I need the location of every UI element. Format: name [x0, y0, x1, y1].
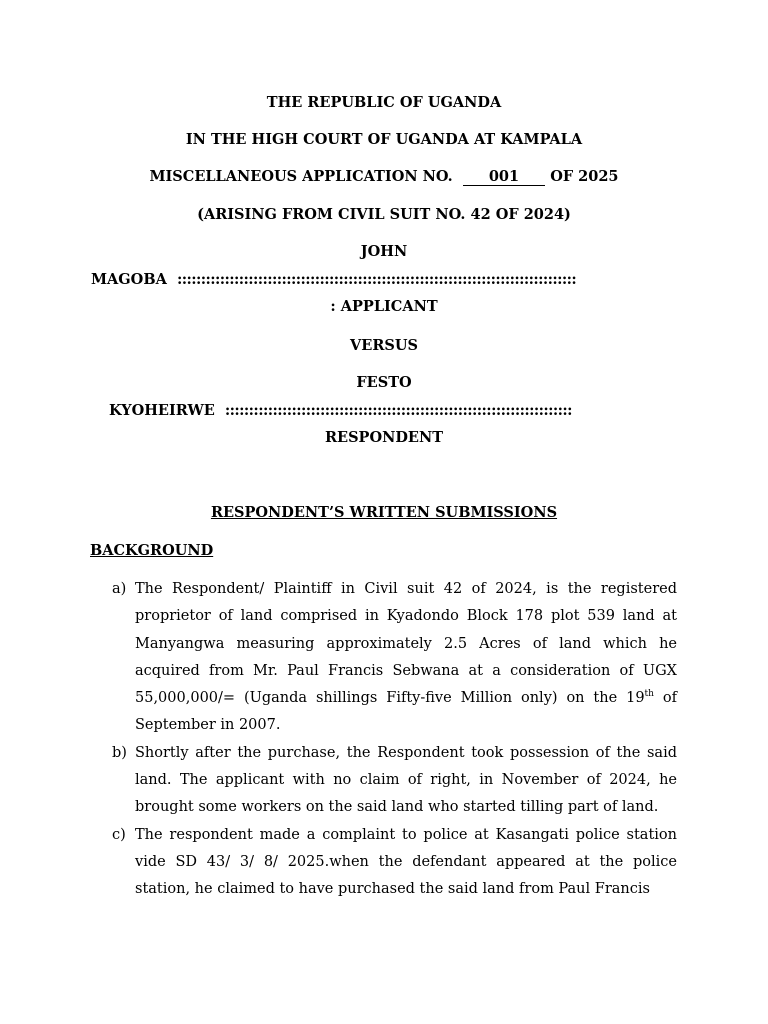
court-heading: IN THE HIGH COURT OF UGANDA AT KAMPALA [185, 131, 583, 148]
list-marker: c) [112, 826, 126, 843]
respondent-line [109, 402, 659, 420]
list-marker: b) [112, 744, 127, 761]
application-suffix: OF 2025 [550, 168, 619, 185]
applicant-last-name: MAGOBA [91, 271, 167, 288]
respondent-first-name: FESTO [356, 374, 412, 391]
applicant-role: : APPLICANT [330, 298, 438, 315]
ordinal-superscript: th [644, 689, 654, 700]
list-item-text: The respondent made a complaint to police at Kasangati police station vide SD 43/ 3/ 8/ 2025.when the defendant appeared at the police station, he claimed to have purchased the said land from Paul Francis [135, 826, 677, 898]
respondent-last-name: KYOHEIRWE [109, 402, 215, 419]
background-heading: BACKGROUND [90, 542, 214, 559]
list-marker: a) [112, 581, 127, 597]
respondent-role: RESPONDENT [324, 429, 444, 446]
respondent-colons: ::::::::::::::::::::::::::::::::::::::::::::::::::::::::::::::::::::::::: [224, 402, 572, 419]
versus-label: VERSUS [350, 337, 418, 354]
list-text-part: of September in 2007. [135, 690, 677, 734]
application-heading [0, 168, 768, 186]
applicant-colons: :::::::::::::::::::::::::::::::::::::::::::::::::::::::::::::::::::::::::::::::::::: [176, 271, 577, 288]
arising-from-heading: (ARISING FROM CIVIL SUIT NO. 42 OF 2024) [197, 206, 571, 223]
list-item [112, 740, 677, 822]
applicant-first-name: JOHN [360, 243, 408, 260]
application-number: 001 [463, 169, 545, 186]
list-item-text: Shortly after the purchase, the Respondent took possession of the said land. The applicant with no claim of right, in November of 2024, he brought some workers on the said land who started tilling part of land. [135, 744, 677, 816]
list-item-text [135, 576, 677, 740]
application-prefix: MISCELLANEOUS APPLICATION NO. [149, 168, 453, 185]
list-item [112, 822, 677, 904]
background-list [112, 576, 677, 904]
applicant-line [91, 271, 677, 289]
list-item [112, 576, 677, 740]
list-text-part: The Respondent/ Plaintiff in Civil suit 42 of 2024, is the registered proprietor of land comprised in Kyadondo Block 178 plot 539 land at Manyangwa measuring approximately 2.5 Acres of land which he acquired from Mr. Paul Francis Sebwana at a consideration of UGX 55,000,000/= (Uganda shillings Fifty-five Million only) on the 19 [135, 581, 677, 707]
republic-heading: THE REPUBLIC OF UGANDA [266, 94, 502, 111]
submissions-title: RESPONDENT’S WRITTEN SUBMISSIONS [210, 504, 558, 521]
